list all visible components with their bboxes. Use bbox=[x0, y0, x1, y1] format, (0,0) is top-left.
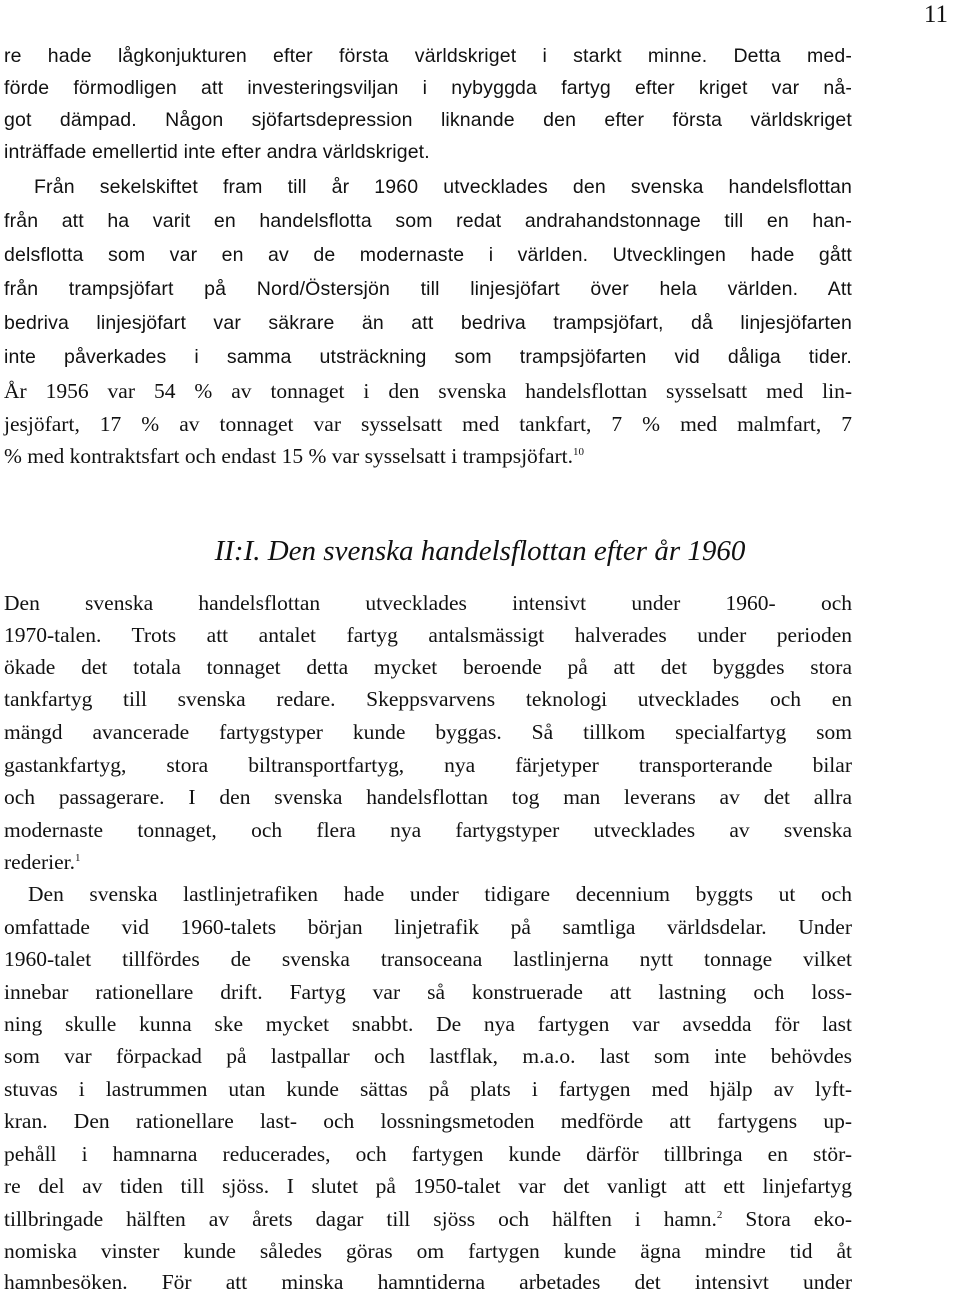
text-line: kran. Den rationellare last- och lossningsmetoden medförde att fartygens up- bbox=[4, 1109, 852, 1133]
text-line: pehåll i hamnarna reducerades, och fartygen kunde därför tillbringa en stör- bbox=[4, 1142, 852, 1166]
text-line bbox=[4, 440, 852, 472]
footnote-marker: 1 bbox=[75, 851, 81, 864]
text-line-content: % med kontraktsfart och endast 15 % var sysselsatt i trampsjöfart. bbox=[4, 444, 574, 468]
text-line: nomiska vinster kunde således göras om fartygen kunde ägna mindre tid åt bbox=[4, 1239, 852, 1263]
text-line: bedriva linjesjöfart var säkrare än att bedriva trampsjöfart, då linjesjöfarten bbox=[4, 312, 852, 334]
text-line: mängd avancerade fartygstyper kunde byggas. Så tillkom specialfartyg som bbox=[4, 720, 852, 744]
text-line: innebar rationellare drift. Fartyg var så konstruerade att lastning och loss- bbox=[4, 980, 852, 1004]
text-line: tankfartyg till svenska redare. Skeppsvarvens teknologi utvecklades och en bbox=[4, 687, 852, 711]
text-line: omfattade vid 1960-talets början linjetrafik på samtliga världsdelar. Under bbox=[4, 915, 852, 939]
text-line: från att ha varit en handelsflotta som redat andrahandstonnage till en han- bbox=[4, 210, 852, 232]
text-line: got dämpad. Någon sjöfartsdepression liknande den efter första världskriget bbox=[4, 109, 852, 131]
text-line: stuvas i lastrummen utan kunde sättas på plats i fartygen med hjälp av lyft- bbox=[4, 1077, 852, 1101]
text-line: inträffade emellertid inte efter andra världskriget. bbox=[4, 141, 430, 163]
page-number: 11 bbox=[923, 1, 948, 28]
text-line: delsflotta som var en av de modernaste i världen. Utvecklingen hade gått bbox=[4, 244, 852, 266]
text-line: och passagerare. I den svenska handelsflottan tog man leverans av det allra bbox=[4, 785, 852, 809]
text-line: inte påverkades i samma utsträckning som trampsjöfarten vid dåliga tider. bbox=[4, 346, 852, 368]
text-line: re hade lågkonjukturen efter första världskriget i starkt minne. Detta med- bbox=[4, 45, 852, 67]
text-line: ökade det totala tonnaget detta mycket beroende på att det byggdes stora bbox=[4, 655, 852, 679]
text-line: re del av tiden till sjöss. I slutet på 1950-talet var det vanligt att ett linjefartyg bbox=[4, 1174, 852, 1198]
text-line: Från sekelskiftet fram till år 1960 utvecklades den svenska handelsflottan bbox=[34, 176, 852, 198]
text-line: från trampsjöfart på Nord/Östersjön till linjesjöfart över hela världen. Att bbox=[4, 278, 852, 300]
text-line: 1960-talet tillfördes de svenska transoceana lastlinjerna nytt tonnage vilket bbox=[4, 947, 852, 971]
text-line: som var förpackad på lastpallar och lastflak, m.a.o. last som inte behövdes bbox=[4, 1044, 852, 1068]
text-line-content: rederier. bbox=[4, 850, 76, 874]
text-line-continuation: Stora eko- bbox=[722, 1207, 852, 1231]
text-line: Den svenska handelsflottan utvecklades intensivt under 1960- och bbox=[4, 591, 852, 615]
text-line: Den svenska lastlinjetrafiken hade under tidigare decennium byggts ut och bbox=[28, 882, 852, 906]
text-line: 1970-talen. Trots att antalet fartyg antalsmässigt halverades under perioden bbox=[4, 623, 852, 647]
section-heading: II:I. Den svenska handelsflottan efter år 1960 bbox=[214, 535, 746, 567]
text-line: ning skulle kunna ske mycket snabbt. De nya fartygen var avsedda för last bbox=[4, 1012, 852, 1036]
text-line: modernaste tonnaget, och flera nya fartygstyper utvecklades av svenska bbox=[4, 818, 852, 842]
text-line bbox=[4, 1203, 852, 1235]
text-line: jesjöfart, 17 % av tonnaget var sysselsatt med tankfart, 7 % med malmfart, 7 bbox=[4, 412, 852, 436]
footnote-marker: 2 bbox=[716, 1208, 723, 1221]
text-line: hamnbesöken. För att minska hamntiderna arbetades det intensivt under bbox=[4, 1270, 852, 1294]
text-line: förde förmodligen att investeringsviljan i nybyggda fartyg efter kriget var nå- bbox=[4, 77, 852, 99]
text-line bbox=[4, 846, 852, 878]
text-line: År 1956 var 54 % av tonnaget i den svenska handelsflottan sysselsatt med lin- bbox=[4, 379, 852, 403]
text-line: gastankfartyg, stora biltransportfartyg, nya färjetyper transporterande bilar bbox=[4, 753, 852, 777]
footnote-marker: 10 bbox=[573, 445, 585, 458]
text-line-content: tillbringade hälften av årets dagar till sjöss och hälften i hamn. bbox=[4, 1207, 717, 1231]
